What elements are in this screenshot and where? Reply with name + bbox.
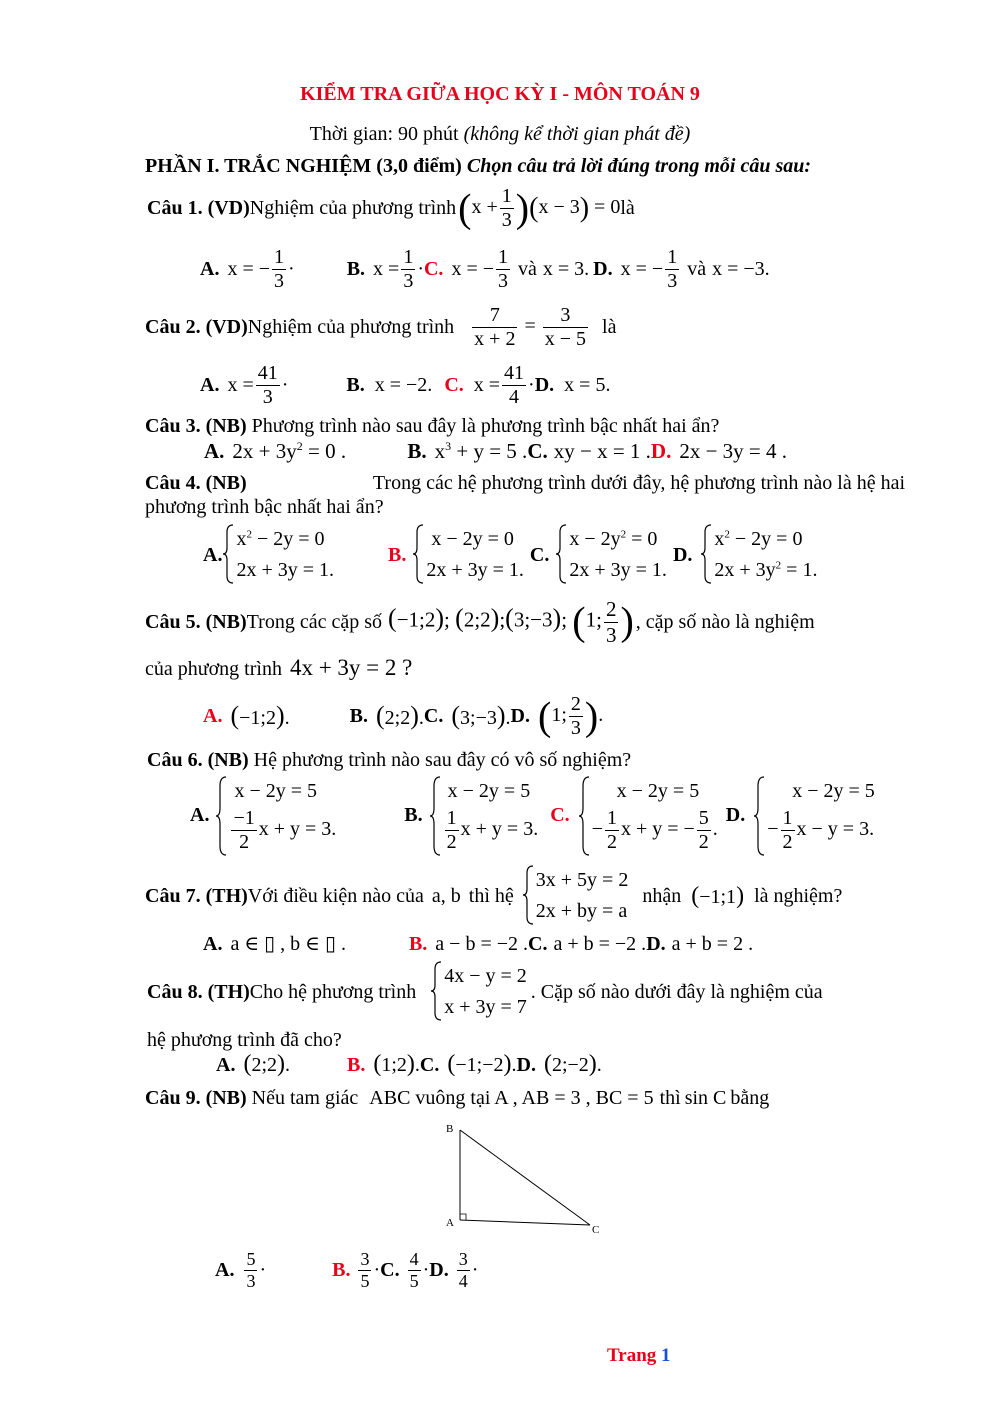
vertex-c-label: C bbox=[592, 1224, 600, 1236]
q6-option-b: B. bbox=[404, 804, 423, 826]
q2-option-d: D. bbox=[534, 374, 555, 396]
q9-text: Nếu tam giác bbox=[246, 1087, 359, 1109]
q9-label: Câu 9. (NB) bbox=[145, 1087, 247, 1109]
q4-system-d: $x^2 - 2y = 0$ $2x + 3y^2 = 1$. bbox=[700, 524, 817, 586]
question-2 bbox=[145, 300, 616, 354]
time-line bbox=[0, 124, 1000, 144]
q7-text: Với điều kiện nào của bbox=[247, 885, 424, 907]
q2-text: Nghiệm của phương trình bbox=[247, 316, 455, 338]
page-title: KIỂM TRA GIỮA HỌC KỲ I - MÔN TOÁN 9 bbox=[300, 83, 700, 105]
q7-tail: nhận bbox=[642, 885, 682, 907]
q2-options: A. x = $\frac{41}{3}$ · B. x = −2. C. x = $\frac{41}{4}$ · D. x = 5. bbox=[200, 361, 611, 408]
q4-option-b: B. bbox=[388, 544, 407, 566]
q7-mid: thì hệ bbox=[468, 885, 514, 907]
q8-label: Câu 8. (TH) bbox=[147, 981, 250, 1003]
q5-option-c: C. bbox=[423, 705, 444, 727]
q1-option-b: B. bbox=[346, 258, 366, 280]
q5-pairs: (−1;2); (2;2);(3;−3); (1; $\frac{2}{3}$ ) bbox=[388, 597, 634, 647]
q8-text-line2: hệ phương trình đã cho? bbox=[147, 1029, 342, 1051]
q7-option-b: B. bbox=[408, 933, 428, 955]
q5-option-a: A. bbox=[203, 705, 223, 727]
q2-option-b: B. bbox=[346, 374, 365, 396]
q4-system-c: $x - 2y^2 = 0$ 2x + 3y = 1. bbox=[555, 524, 667, 586]
q3-option-a: A. bbox=[204, 439, 225, 463]
part-instruction: Chọn câu trả lời đúng trong mỗi câu sau: bbox=[466, 155, 812, 177]
q8-option-a: A. bbox=[216, 1054, 236, 1076]
q8-text: Cho hệ phương trình bbox=[249, 981, 417, 1003]
q6-label: Câu 6. (NB) bbox=[147, 749, 249, 771]
q7-option-a: A. bbox=[203, 933, 223, 955]
q1-text: Nghiệm của phương trình bbox=[249, 197, 457, 219]
q4-option-a: A. bbox=[203, 544, 223, 566]
q7-options: A. a ∈ ▯ , b ∈ ▯ . B. a − b = −2 .C. a + b = −2 .D. a + b = 2 . bbox=[203, 933, 754, 955]
q4-system-b: x − 2y = 0 2x + 3y = 1. bbox=[412, 524, 524, 586]
q6-option-d: D. bbox=[725, 804, 746, 826]
q5-text: Trong các cặp số bbox=[246, 611, 383, 633]
q4-options bbox=[203, 524, 817, 586]
q3-option-c: C. bbox=[527, 439, 548, 463]
q6-option-c: C. bbox=[550, 804, 570, 826]
vertex-b-label: B bbox=[446, 1123, 454, 1135]
question-5 bbox=[145, 594, 815, 650]
q8-tail: . Cặp số nào dưới đây là nghiệm của bbox=[530, 981, 823, 1003]
vertex-a-label: A bbox=[446, 1217, 454, 1229]
q6-system-b: x − 2y = 5 $\frac{1}{2}$ x + y = 3. bbox=[429, 776, 539, 854]
question-3 bbox=[145, 416, 719, 436]
q7-tail2: là nghiệm? bbox=[754, 885, 843, 907]
q3-option-b: B. bbox=[407, 439, 427, 463]
q8-system: 4x − y = 2 x + 3y = 7 bbox=[430, 961, 527, 1023]
triangle-figure bbox=[440, 1118, 610, 1238]
q5-text-line2: của phương trình 4x + 3y = 2 ? bbox=[145, 655, 413, 680]
q6-system-c: x − 2y = 5 − $\frac{1}{2}$ x + y = − $\frac{5}{2}$ . bbox=[578, 776, 718, 854]
q1-option-a: A. bbox=[200, 258, 220, 280]
question-4 bbox=[145, 473, 905, 493]
q1-label: Câu 1. (VD) bbox=[147, 197, 250, 219]
q2-option-a: A. bbox=[200, 374, 220, 396]
q1-option-d: D. bbox=[593, 258, 613, 280]
q5-options: A. (−1;2). B. (2;2). C. (3;−3). D. (1; $\frac{2}{3}$ ). bbox=[203, 692, 604, 739]
q3-option-d: D. bbox=[650, 439, 672, 463]
q5-tail: , cặp số nào là nghiệm bbox=[635, 611, 815, 633]
q8-option-d: D. bbox=[516, 1054, 536, 1076]
q2-option-c: C. bbox=[444, 374, 464, 396]
q9-tail2: bằng bbox=[730, 1087, 770, 1109]
q7-option-c: C. bbox=[528, 933, 548, 955]
q6-option-a: A. bbox=[190, 804, 210, 826]
question-9: Câu 9. (NB) Nếu tam giác ABC vuông tại A , AB = 3 , BC = 5 thì sin C bằng bbox=[145, 1087, 770, 1109]
q7-system: 3x + 5y = 2 2x + by = a bbox=[522, 865, 629, 927]
q5-option-d: D. bbox=[510, 705, 530, 727]
q3-options: A. $2x + 3y^2 = 0$ . B. $x^3 + y = 5$ .C. xy − x = 1 .D. 2x − 3y = 4 . bbox=[204, 439, 788, 463]
q9-option-b: B. bbox=[332, 1259, 351, 1281]
q5-option-b: B. bbox=[349, 705, 368, 727]
q8-option-b: B. bbox=[347, 1054, 366, 1076]
q1-equation: (x + $\frac{1}{3}$ )(x − 3) = 0 bbox=[458, 184, 621, 231]
question-8 bbox=[147, 960, 823, 1024]
page-footer bbox=[607, 1346, 671, 1365]
q9-option-c: C. bbox=[380, 1259, 400, 1281]
q1-option-c: C. bbox=[423, 258, 444, 280]
q4-option-d: D. bbox=[672, 544, 693, 566]
q3-text: Phương trình nào sau đây là phương trình bậc nhất hai ẩn? bbox=[246, 415, 720, 437]
q6-options bbox=[190, 776, 875, 854]
page-word: Trang bbox=[607, 1345, 662, 1366]
q4-option-c: C. bbox=[529, 544, 550, 566]
q6-text: Hệ phương trình nào sau đây có vô số nghiệm? bbox=[248, 749, 632, 771]
q4-label: Câu 4. (NB) bbox=[145, 472, 247, 494]
q4-text: Trong các hệ phương trình dưới đây, hệ phương trình nào là hệ hai bbox=[372, 472, 905, 494]
q1-tail: là bbox=[620, 197, 635, 219]
question-7: Câu 7. (TH) Với điều kiện nào của a, b thì hệ 3x + 5y = 2 2x + by = a nhận (−1;1) là nghiệm? bbox=[145, 864, 842, 928]
q5-label: Câu 5. (NB) bbox=[145, 611, 247, 633]
time-text: Thời gian: 90 phút bbox=[309, 123, 464, 145]
time-note: (không kể thời gian phát đề) bbox=[463, 123, 691, 145]
q4-system-a: $x^2 - 2y = 0$ 2x + 3y = 1. bbox=[222, 524, 334, 586]
q4-text-line2: phương trình bậc nhất hai ẩn? bbox=[145, 496, 384, 518]
q1-options: A. x = − $\frac{1}{3}$ · B. x = $\frac{1}{3}$ · C. x = − $\frac{1}{3}$ và x = 3. D. x = − $\frac{1}{3}$ và x = −3. bbox=[200, 245, 770, 292]
q9-options: A. $\frac{5}{3}$ · B. $\frac{3}{5}$ · C. $\frac{4}{5}$ · D. $\frac{3}{4}$ · bbox=[215, 1248, 479, 1291]
question-1 bbox=[147, 180, 635, 236]
question-6 bbox=[147, 750, 631, 770]
q8-options: A. (2;2). B. (1;2).C. (−1;−2).D. (2;−2). bbox=[216, 1051, 602, 1077]
q2-equation: $\frac{7}{x + 2}$ = $\frac{3}{x - 5}$ bbox=[474, 303, 587, 350]
q2-tail: là bbox=[602, 316, 617, 338]
page-number: 1 bbox=[661, 1345, 671, 1366]
q6-system-a: x − 2y = 5 $\frac{-1}{2}$ x + y = 3. bbox=[215, 776, 336, 854]
q9-tail: thì bbox=[659, 1087, 681, 1109]
q6-system-d: x − 2y = 5 − $\frac{1}{2}$ x − y = 3. bbox=[753, 776, 875, 854]
q3-label: Câu 3. (NB) bbox=[145, 415, 247, 437]
q9-option-a: A. bbox=[215, 1259, 235, 1281]
q7-option-d: D. bbox=[646, 933, 666, 955]
q8-option-c: C. bbox=[419, 1054, 440, 1076]
q9-option-d: D. bbox=[429, 1259, 449, 1281]
part-heading bbox=[145, 156, 811, 176]
q2-label: Câu 2. (VD) bbox=[145, 316, 248, 338]
q7-label: Câu 7. (TH) bbox=[145, 885, 248, 907]
part-title: PHẦN I. TRẮC NGHIỆM (3,0 điểm) bbox=[145, 155, 467, 177]
